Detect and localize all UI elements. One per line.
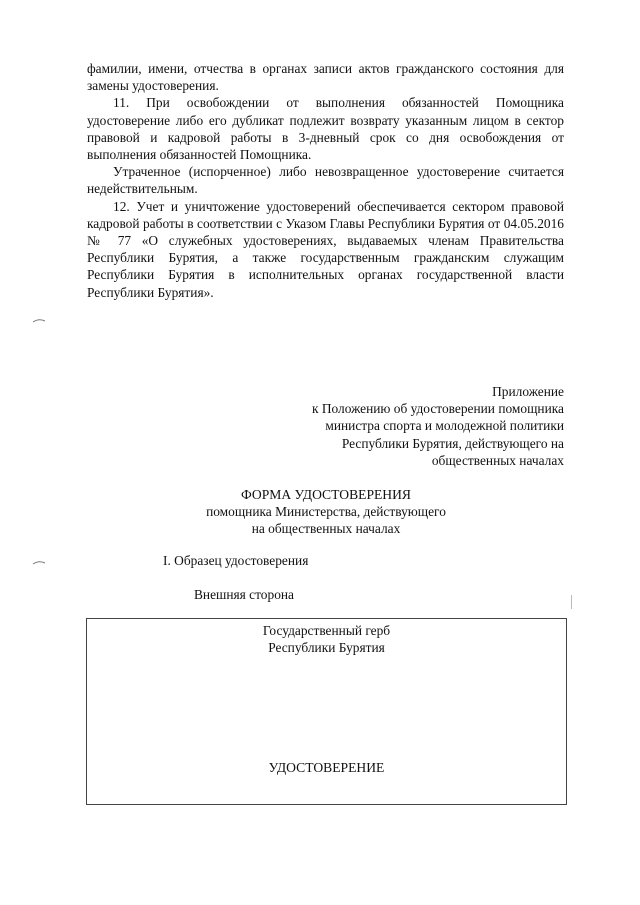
form-title-block (126, 486, 526, 538)
section-heading: I. Образец удостоверения (163, 553, 309, 568)
certificate-sample-frame (86, 618, 567, 805)
binder-mark (32, 560, 46, 565)
form-title: ФОРМА УДОСТОВЕРЕНИЯ (240, 487, 412, 502)
paragraph-name-change: фамилии, имени, отчества в органах записи актов гражданского состояния для замены удостоверения. (87, 61, 564, 94)
paragraph-item-11: 11. При освобождении от выполнения обязанностей Помощника удостоверение либо его дубликат подлежит возврату указанным лицом в сектор правовой и кадровой работы в 3-дневный срок со дня освобождения от выполнения обязанностей Помощника. (87, 95, 564, 163)
coat-of-arms-line: Республики Бурятия (268, 640, 385, 656)
appendix-line: общественных началах (431, 452, 564, 468)
appendix-block (234, 383, 564, 469)
appendix-line: министра спорта и молодежной политики (325, 418, 564, 434)
binder-mark (32, 318, 46, 323)
form-subtitle: на общественных началах (251, 521, 401, 537)
appendix-line: к Положению об удостоверении помощника (312, 401, 564, 417)
paragraph-invalid-certificate: Утраченное (испорченное) либо невозвращенное удостоверение считается недействительным. (87, 164, 564, 197)
outer-side-label: Внешняя сторона (194, 587, 294, 602)
body-text (87, 60, 564, 301)
paragraph-item-12: 12. Учет и уничтожение удостоверений обеспечивается сектором правовой кадровой работы в соответствии с Указом Главы Республики Бурятия от 04.05.2016 № 77 «О служебных удостоверениях, выдаваемых членам Правительства Республики Бурятия, а также государственным гражданским служащим Республики Бурятия в исполнительных органах государственной власти Республики Бурятия». (87, 198, 564, 300)
form-subtitle: помощника Министерства, действующего (206, 504, 446, 520)
coat-of-arms-caption (87, 622, 566, 656)
appendix-line: Приложение (492, 384, 564, 399)
appendix-line: Республики Бурятия, действующего на (341, 435, 564, 451)
scan-speck (571, 595, 572, 609)
certificate-title: УДОСТОВЕРЕНИЕ (268, 760, 385, 775)
coat-of-arms-line: Государственный герб (262, 623, 391, 638)
